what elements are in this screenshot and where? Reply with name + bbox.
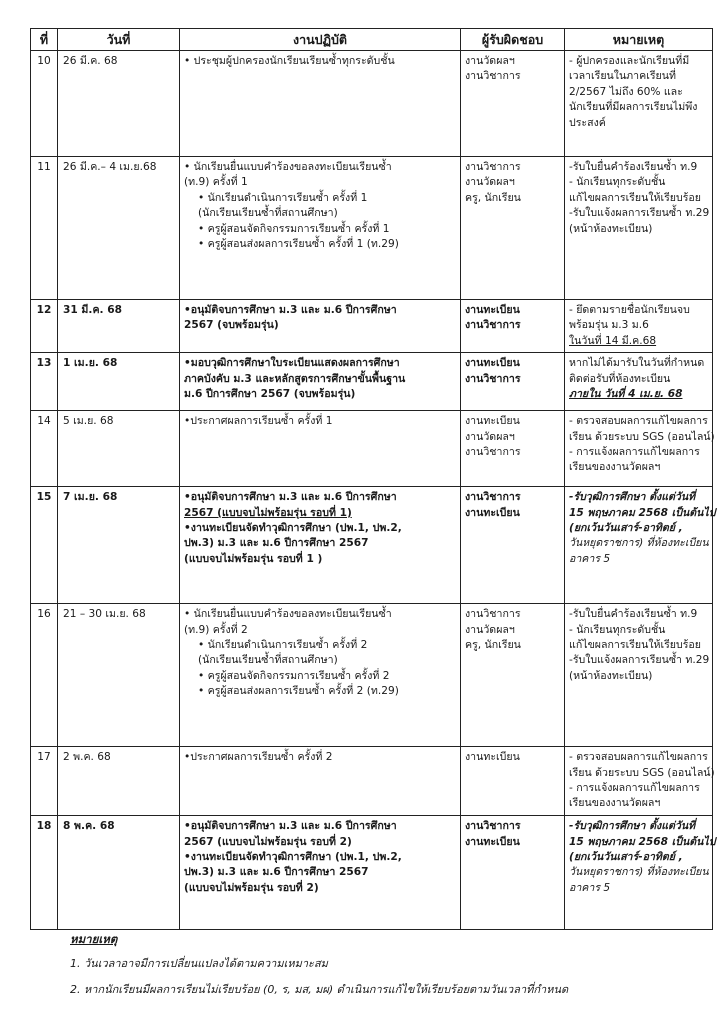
remark-line: ประสงค์	[569, 116, 606, 129]
row-actions	[180, 300, 461, 353]
row-number: 13	[31, 353, 58, 411]
row-actions	[180, 604, 461, 747]
header-date: วันที่	[58, 29, 180, 51]
remark-line: เรียน ด้วยระบบ SGS (ออนไลน์)	[569, 766, 715, 779]
table-row	[31, 816, 713, 930]
row-date: 26 มี.ค.– 4 เม.ย.68	[58, 157, 180, 300]
table-row	[31, 411, 713, 487]
remark-line: หากไม่ได้มารับในวันที่กำหนด	[569, 357, 705, 370]
row-responsible	[461, 157, 565, 300]
remark-line: -รับใบแจ้งผลการเรียนซ้ำ ท.29	[569, 207, 710, 220]
remark-line: ติดต่อรับที่ห้องทะเบียน	[569, 372, 671, 385]
action-line: •งานทะเบียนจัดทำวุฒิการศึกษา (ปพ.1, ปพ.2,	[184, 522, 402, 535]
action-line: (แบบจบไม่พร้อมรุ่น รอบที่ 2)	[184, 881, 319, 894]
responsible-line: งานวัดผลฯ	[465, 430, 515, 443]
action-line: ปพ.3) ม.3 และ ม.6 ปีการศึกษา 2567	[184, 537, 369, 550]
row-date: 31 มี.ค. 68	[58, 300, 180, 353]
remark-line: แก้ไขผลการเรียนให้เรียบร้อย	[569, 639, 701, 652]
row-date: 21 – 30 เม.ย. 68	[58, 604, 180, 747]
remark-line: -รับใบยื่นคำร้องเรียนซ้ำ ท.9	[569, 608, 698, 621]
header-row	[31, 29, 713, 51]
row-actions	[180, 747, 461, 816]
row-remark	[565, 300, 713, 353]
remark-line: พร้อมรุ่น ม.3 ม.6	[569, 319, 649, 332]
table-row	[31, 604, 713, 747]
row-actions	[180, 157, 461, 300]
schedule-table	[30, 28, 716, 930]
remark-line: - การแจ้งผลการแก้ไขผลการ	[569, 782, 700, 795]
action-line: • ครูผู้สอนจัดกิจกรรมการเรียนซ้ำ ครั้งที่ 1	[198, 222, 390, 235]
row-remark	[565, 487, 716, 604]
remark-line: เรียน ด้วยระบบ SGS (ออนไลน์)	[569, 430, 715, 443]
responsible-line: งานวัดผลฯ	[465, 176, 515, 189]
remark-line: - ผู้ปกครองและนักเรียนที่มี	[569, 55, 690, 67]
row-number: 12	[31, 300, 58, 353]
action-line: • นักเรียนยื่นแบบคำร้องขอลงทะเบียนเรียนซ้ำ	[184, 161, 392, 173]
action-line: •ประกาศผลการเรียนซ้ำ ครั้งที่ 2	[184, 751, 333, 764]
action-line: • ประชุมผู้ปกครองนักเรียนเรียนซ้ำทุกระดับชั้น	[184, 55, 395, 67]
action-line: ปพ.3) ม.3 และ ม.6 ปีการศึกษา 2567	[184, 866, 369, 879]
table-row	[31, 353, 713, 411]
schedule-sheet	[30, 28, 716, 930]
row-date: 7 เม.ย. 68	[58, 487, 180, 604]
remark-line: นักเรียนที่มีผลการเรียนไม่พึง	[569, 101, 698, 114]
row-responsible	[461, 353, 565, 411]
responsible-line: งานวิชาการ	[465, 319, 521, 332]
row-number: 10	[31, 51, 58, 157]
action-line: • นักเรียนยื่นแบบคำร้องขอลงทะเบียนเรียนซ้ำ	[184, 608, 392, 621]
row-responsible	[461, 604, 565, 747]
row-number: 16	[31, 604, 58, 747]
header-no: ที่	[31, 29, 58, 51]
row-number: 15	[31, 487, 58, 604]
action-line: 2567 (แบบจบไม่พร้อมรุ่น รอบที่ 1)	[184, 506, 352, 519]
table-row	[31, 51, 713, 157]
responsible-line: งานวัดผลฯ	[465, 623, 515, 636]
row-responsible	[461, 747, 565, 816]
remark-line: อาคาร 5	[569, 881, 611, 894]
row-remark	[565, 157, 713, 300]
responsible-line: งานวิชาการ	[465, 446, 521, 459]
row-remark	[565, 51, 713, 157]
remark-line: อาคาร 5	[569, 552, 611, 565]
responsible-line: งานวิชาการ	[465, 608, 521, 621]
row-remark	[565, 604, 713, 747]
remark-line: -รับใบแจ้งผลการเรียนซ้ำ ท.29	[569, 654, 710, 667]
row-number: 14	[31, 411, 58, 487]
remark-line: - การแจ้งผลการแก้ไขผลการ	[569, 446, 700, 459]
action-line: •ประกาศผลการเรียนซ้ำ ครั้งที่ 1	[184, 415, 333, 428]
remark-line: แก้ไขผลการเรียนให้เรียบร้อย	[569, 191, 701, 204]
row-number: 18	[31, 816, 58, 930]
action-line: •งานทะเบียนจัดทำวุฒิการศึกษา (ปพ.1, ปพ.2,	[184, 851, 402, 864]
header-action: งานปฏิบัติ	[180, 29, 461, 51]
notes-title: หมายเหตุ	[70, 932, 118, 946]
action-line: •อนุมัติจบการศึกษา ม.3 และ ม.6 ปีการศึกษา	[184, 820, 397, 833]
row-remark	[565, 411, 713, 487]
remark-line: - นักเรียนทุกระดับชั้น	[569, 176, 666, 189]
remark-line: - ตรวจสอบผลการแก้ไขผลการ	[569, 415, 708, 428]
responsible-line: งานวิชาการ	[465, 491, 521, 504]
responsible-line: งานทะเบียน	[465, 357, 520, 370]
remark-line: - ยึดตามรายชื่อนักเรียนจบ	[569, 304, 690, 316]
row-actions	[180, 816, 461, 930]
responsible-line: งานทะเบียน	[465, 304, 520, 316]
row-actions	[180, 51, 461, 157]
responsible-line: งานวิชาการ	[465, 161, 521, 173]
row-responsible	[461, 300, 565, 353]
remark-line: - ตรวจสอบผลการแก้ไขผลการ	[569, 751, 708, 764]
action-line: • นักเรียนดำเนินการเรียนซ้ำ ครั้งที่ 1	[198, 191, 368, 204]
row-responsible	[461, 816, 565, 930]
action-line: ม.6 ปีการศึกษา 2567 (จบพร้อมรุ่น)	[184, 388, 356, 401]
remark-line: เวลาเรียนในภาคเรียนที่	[569, 70, 676, 83]
notes-section	[70, 931, 710, 1003]
responsible-line: งานทะเบียน	[465, 835, 520, 848]
remark-line: เรียนของงานวัดผลฯ	[569, 797, 661, 810]
row-date: 1 เม.ย. 68	[58, 353, 180, 411]
responsible-line: งานทะเบียน	[465, 506, 520, 519]
row-remark	[565, 747, 713, 816]
remark-line: 2/2567 ไม่ถึง 60% และ	[569, 85, 683, 98]
note-item: 1. วันเวลาอาจมีการเปลี่ยนแปลงได้ตามความเหมาะสม	[70, 957, 328, 970]
action-line: ภาคบังคับ ม.3 และหลักสูตรการศึกษาขั้นพื้นฐาน	[184, 372, 406, 385]
action-line: (ท.9) ครั้งที่ 2	[184, 623, 248, 636]
header-remark: หมายเหตุ	[565, 29, 713, 51]
remark-line: เรียนของงานวัดผลฯ	[569, 461, 661, 474]
remark-line: 15 พฤษภาคม 2568 เป็นต้นไป	[569, 835, 716, 848]
responsible-line: งานทะเบียน	[465, 415, 520, 428]
row-date: 8 พ.ค. 68	[58, 816, 180, 930]
action-line: • ครูผู้สอนส่งผลการเรียนซ้ำ ครั้งที่ 2 (ท.29)	[198, 685, 399, 698]
action-line: (นักเรียนเรียนซ้ำที่สถานศึกษา)	[198, 207, 338, 220]
remark-line: -รับวุฒิการศึกษา ตั้งแต่วันที่	[569, 491, 696, 504]
remark-line: 15 พฤษภาคม 2568 เป็นต้นไป	[569, 506, 716, 519]
responsible-line: งานทะเบียน	[465, 751, 520, 764]
action-line: 2567 (แบบจบไม่พร้อมรุ่น รอบที่ 2)	[184, 835, 352, 848]
action-line: • ครูผู้สอนส่งผลการเรียนซ้ำ ครั้งที่ 1 (ท.29)	[198, 238, 399, 251]
remark-line: -รับใบยื่นคำร้องเรียนซ้ำ ท.9	[569, 161, 698, 173]
row-responsible	[461, 487, 565, 604]
remark-line: - นักเรียนทุกระดับชั้น	[569, 623, 666, 636]
action-line: •อนุมัติจบการศึกษา ม.3 และ ม.6 ปีการศึกษา	[184, 491, 397, 504]
action-line: •มอบวุฒิการศึกษาใบระเบียนแสดงผลการศึกษา	[184, 357, 400, 370]
remark-line: (หน้าห้องทะเบียน)	[569, 669, 653, 682]
table-row	[31, 157, 713, 300]
responsible-line: ครู, นักเรียน	[465, 639, 521, 652]
row-date: 5 เม.ย. 68	[58, 411, 180, 487]
remark-line: (ยกเว้นวันเสาร์-อาทิตย์ ,	[569, 522, 683, 535]
action-line: •อนุมัติจบการศึกษา ม.3 และ ม.6 ปีการศึกษา	[184, 304, 397, 316]
remark-line: ในวันที่ 14 มี.ค.68	[569, 334, 657, 347]
remark-line: วันหยุดราชการ) ที่ห้องทะเบียน	[569, 866, 709, 879]
row-actions	[180, 411, 461, 487]
action-line: • นักเรียนดำเนินการเรียนซ้ำ ครั้งที่ 2	[198, 639, 368, 652]
row-number: 17	[31, 747, 58, 816]
responsible-line: งานวิชาการ	[465, 70, 521, 83]
action-line: (ท.9) ครั้งที่ 1	[184, 176, 248, 189]
table-row	[31, 300, 713, 353]
note-item: 2. หากนักเรียนมีผลการเรียนไม่เรียบร้อย (0, ร, มส, มผ) ดำเนินการแก้ไขให้เรียบร้อยตามวันเวลาที่กำหนด	[70, 983, 569, 996]
row-date: 26 มี.ค. 68	[58, 51, 180, 157]
table-row	[31, 487, 713, 604]
responsible-line: งานวิชาการ	[465, 820, 521, 833]
row-remark	[565, 353, 713, 411]
row-responsible	[461, 411, 565, 487]
action-line: (แบบจบไม่พร้อมรุ่น รอบที่ 1 )	[184, 552, 323, 565]
action-line: • ครูผู้สอนจัดกิจกรรมการเรียนซ้ำ ครั้งที่ 2	[198, 669, 390, 682]
header-responsible: ผู้รับผิดชอบ	[461, 29, 565, 51]
remark-line: ภายใน วันที่ 4 เม.ย. 68	[569, 388, 683, 401]
remark-line: วันหยุดราชการ) ที่ห้องทะเบียน	[569, 537, 709, 550]
action-line: 2567 (จบพร้อมรุ่น)	[184, 319, 279, 332]
remark-line: (หน้าห้องทะเบียน)	[569, 222, 653, 235]
row-actions	[180, 487, 461, 604]
remark-line: -รับวุฒิการศึกษา ตั้งแต่วันที่	[569, 820, 696, 833]
table-row	[31, 747, 713, 816]
responsible-line: ครู, นักเรียน	[465, 191, 521, 204]
responsible-line: งานวิชาการ	[465, 372, 521, 385]
row-actions	[180, 353, 461, 411]
row-number: 11	[31, 157, 58, 300]
remark-line: (ยกเว้นวันเสาร์-อาทิตย์ ,	[569, 851, 683, 864]
row-date: 2 พ.ค. 68	[58, 747, 180, 816]
row-remark	[565, 816, 716, 930]
row-responsible	[461, 51, 565, 157]
responsible-line: งานวัดผลฯ	[465, 55, 515, 67]
action-line: (นักเรียนเรียนซ้ำที่สถานศึกษา)	[198, 654, 338, 667]
schedule-rows	[31, 51, 716, 930]
